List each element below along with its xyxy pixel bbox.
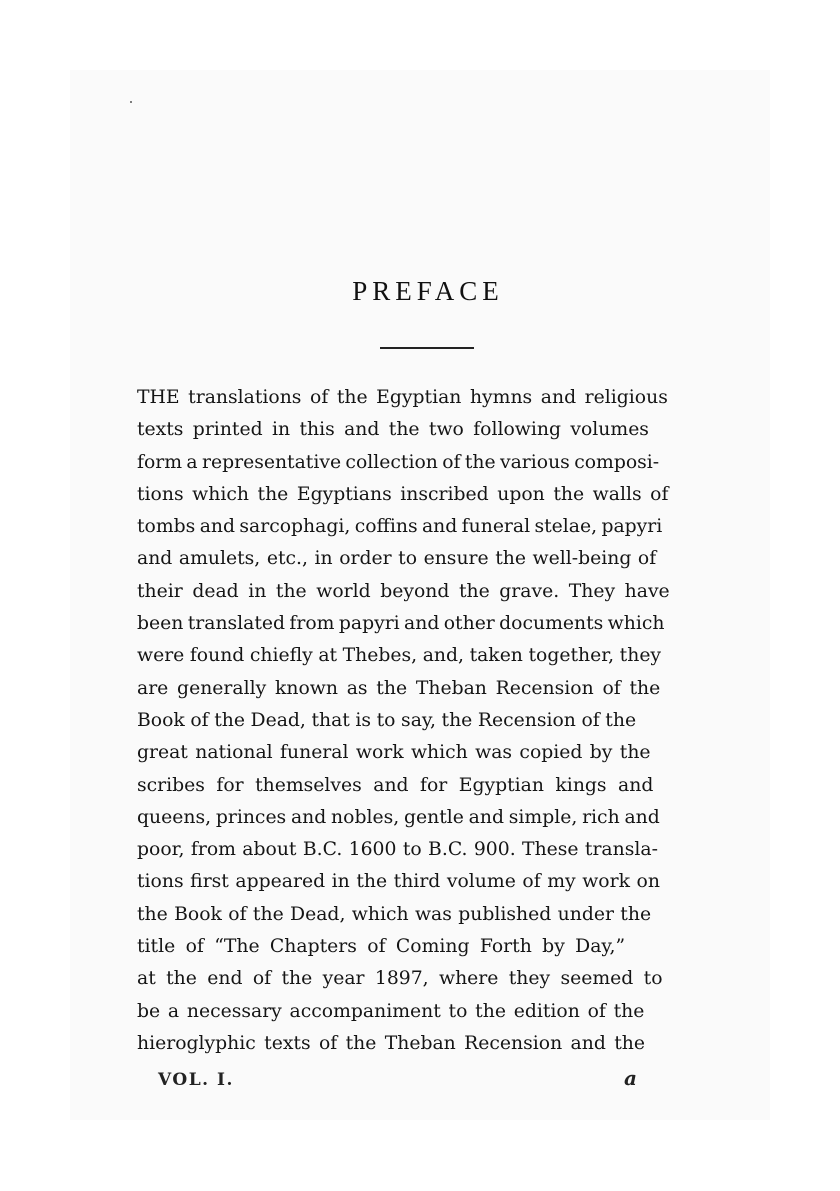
text-line: be a necessary accompaniment to the edition of the (137, 1000, 645, 1022)
text-line: the Book of the Dead, which was published under the (137, 903, 652, 925)
text-line: tombs and sarcophagi, coffins and funeral stelae, papyri (137, 516, 663, 538)
text-line: tions which the Egyptians inscribed upon the walls of (137, 483, 669, 505)
text-line: at the end of the year 1897, where they seemed to (137, 968, 663, 990)
text-line: great national funeral work which was copied by the (137, 742, 651, 764)
text-line: queens, princes and nobles, gentle and simple, rich and (137, 806, 660, 828)
text-line: scribes for themselves and for Egyptian kings and (137, 774, 654, 796)
text-line: tions first appeared in the third volume of my work on (137, 871, 660, 893)
preface-body (137, 382, 714, 1060)
title-rule (380, 347, 474, 349)
text-line: been translated from papyri and other documents which (137, 613, 665, 635)
text-line: hieroglyphic texts of the Theban Recension and the (137, 1032, 645, 1054)
text-line: their dead in the world beyond the grave. They have (137, 580, 670, 602)
text-line: poor, from about B.C. 1600 to B.C. 900. These transla- (137, 839, 658, 861)
text-line: were found chiefly at Thebes, and, taken together, they (137, 645, 662, 667)
signature-mark: a (624, 1066, 637, 1090)
text-line: title of “The Chapters of Coming Forth by Day,” (137, 936, 626, 958)
text-line: and amulets, etc., in order to ensure the well-being of (137, 548, 657, 570)
text-line: THE translations of the Egyptian hymns and religious (137, 387, 668, 408)
print-speck (130, 101, 132, 103)
page-title: PREFACE (352, 276, 504, 306)
volume-label: VOL. I. (158, 1070, 234, 1090)
text-line: form a representative collection of the various composi- (137, 451, 660, 473)
text-line: Book of the Dead, that is to say, the Recension of the (137, 709, 637, 731)
text-line: texts printed in this and the two following volumes (137, 419, 649, 441)
text-line: are generally known as the Theban Recension of the (137, 677, 661, 699)
